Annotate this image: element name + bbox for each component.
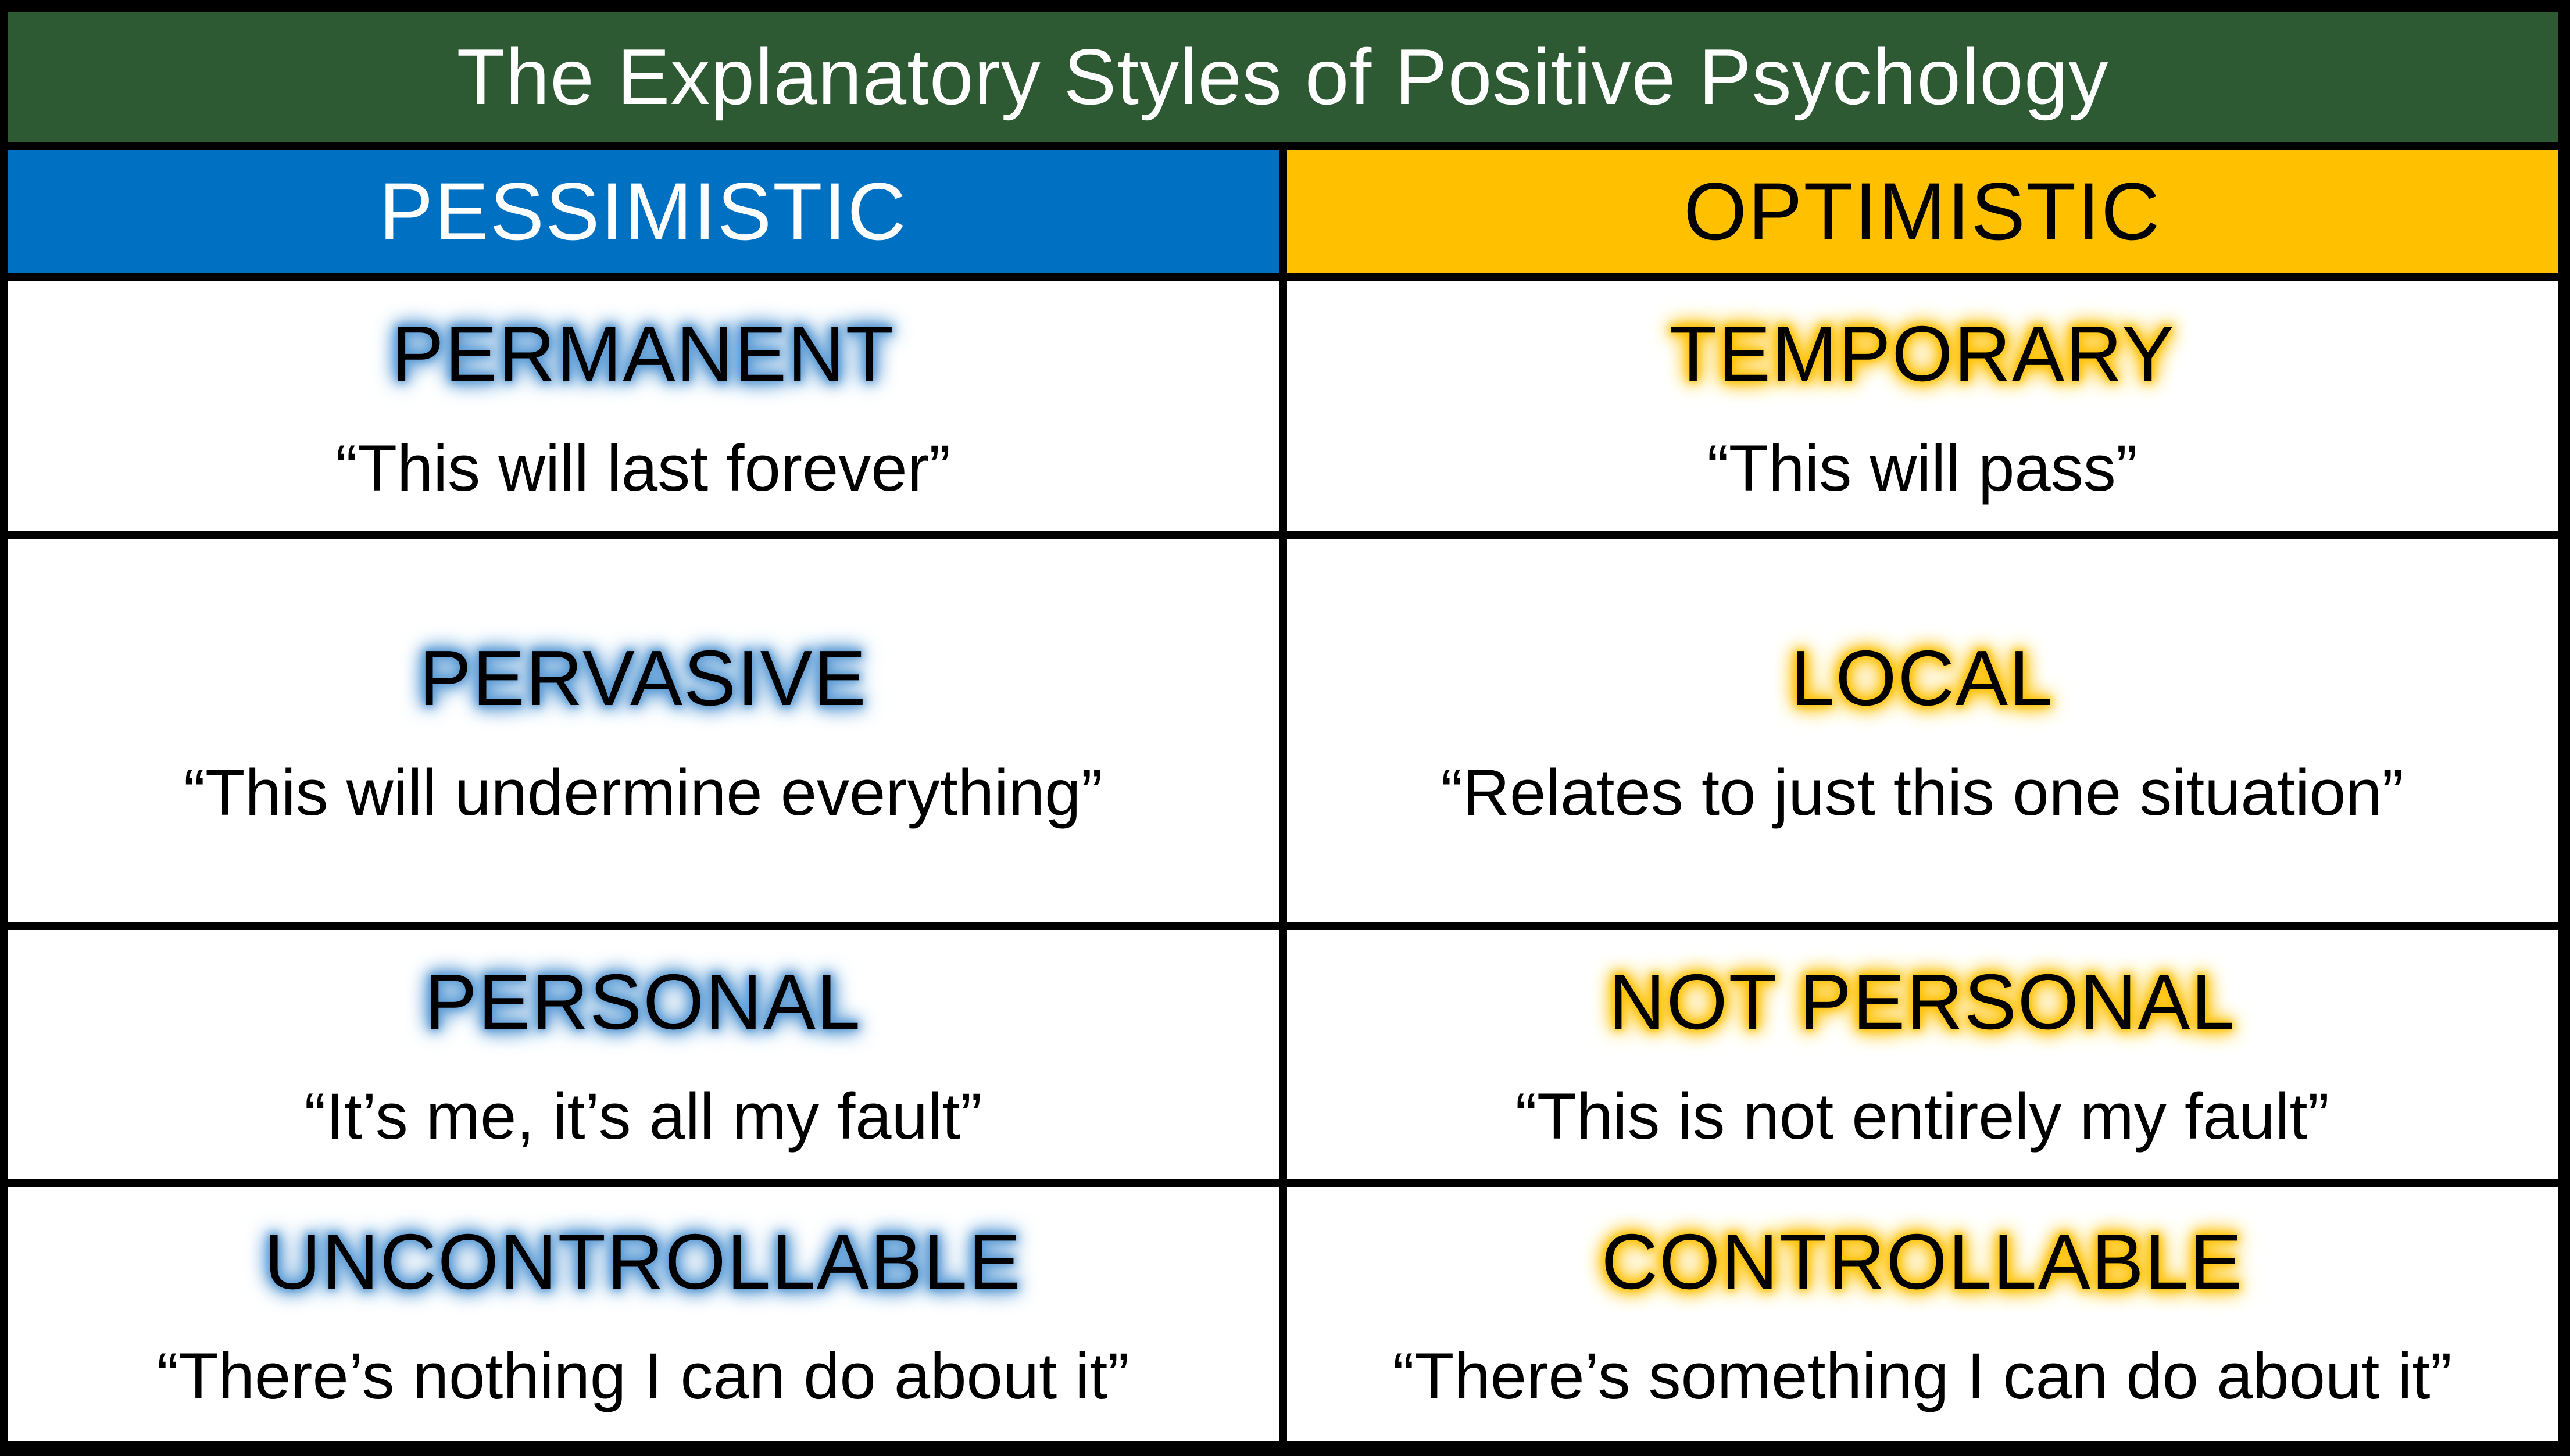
cell-permanent	[8, 281, 1279, 531]
quote-text: “It’s me, it’s all my fault”	[304, 1079, 982, 1153]
cell-local	[1287, 539, 2558, 922]
cell-not-personal	[1287, 930, 2558, 1179]
column-header-optimistic: OPTIMISTIC	[1287, 150, 2558, 273]
quote-text: “There’s something I can do about it”	[1392, 1339, 2452, 1412]
column-header-pessimistic: PESSIMISTIC	[8, 150, 1279, 273]
quote-text: “There’s nothing I can do about it”	[156, 1339, 1129, 1412]
quote-text: “This will last forever”	[335, 431, 951, 505]
term-label: NOT PERSONAL	[1609, 957, 2236, 1046]
cell-uncontrollable	[8, 1187, 1279, 1441]
term-label: PERSONAL	[424, 957, 862, 1046]
cell-personal	[8, 930, 1279, 1179]
term-label: UNCONTROLLABLE	[264, 1217, 1022, 1305]
quote-text: “Relates to just this one situation”	[1441, 756, 2404, 829]
cell-controllable	[1287, 1187, 2558, 1441]
term-label: PERMANENT	[391, 309, 895, 398]
term-label: TEMPORARY	[1669, 309, 2176, 398]
term-label: CONTROLLABLE	[1601, 1217, 2243, 1305]
quote-text: “This will undermine everything”	[183, 756, 1103, 829]
quote-text: “This will pass”	[1707, 431, 2138, 505]
term-label: LOCAL	[1790, 634, 2054, 722]
cell-pervasive	[8, 539, 1279, 922]
quote-text: “This is not entirely my fault”	[1515, 1079, 2329, 1153]
cell-temporary	[1287, 281, 2558, 531]
page-title: The Explanatory Styles of Positive Psychology	[8, 12, 2558, 142]
term-label: PERVASIVE	[419, 634, 867, 722]
